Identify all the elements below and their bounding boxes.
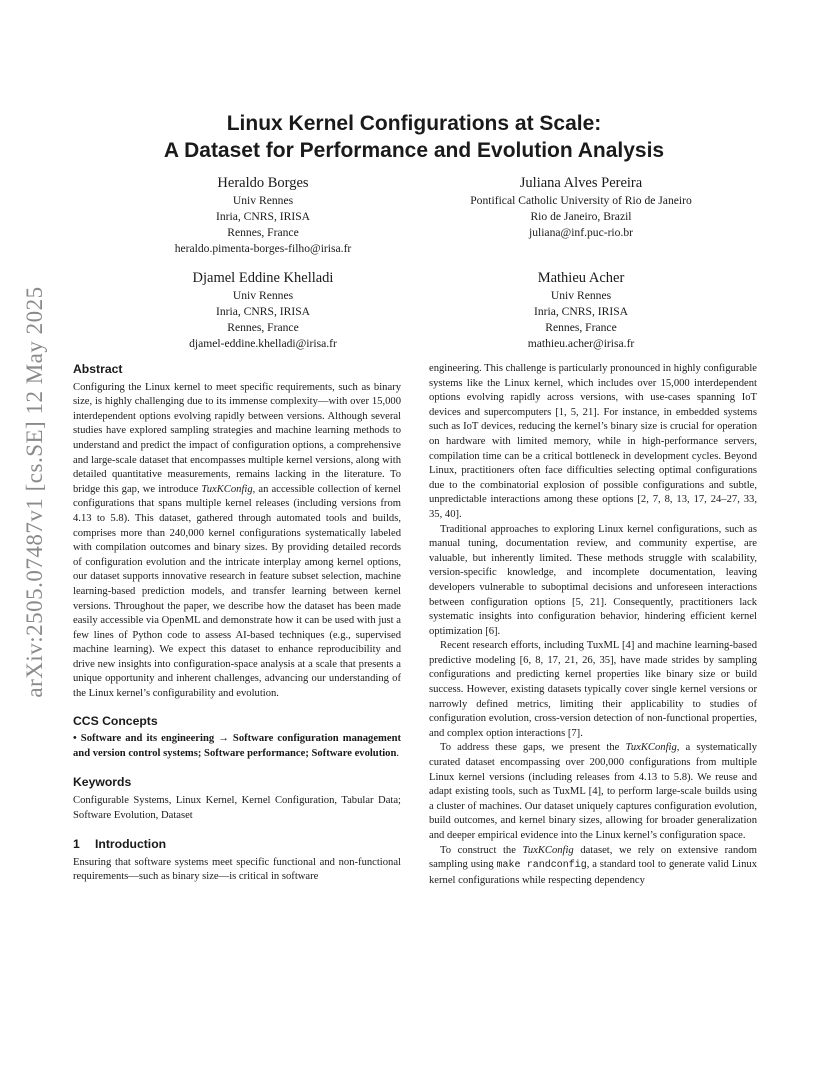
dataset-name: TuxKConfig: [625, 742, 677, 754]
abstract-text: Configuring the Linux kernel to meet specific requirements, such as binary size, is highly challenging due to its immense complexity—with over 15,000 interdependent options evolving rapidly between versions. Although several studies have explored sampling strategies and machine learning methods to understand and predict the impact of configuration options, a comprehensive and large-scale dataset that encompasses multiple kernel versions, along with detailed quantitative measurements, remains lacking in the literature. To bridge this gap, we introduce TuxKConfig, an accessible collection of kernel configurations that spans multiple kernel releases (including versions from 4.13 to 5.8). This dataset, gathered through automated tools and builds, comprises more than 240,000 kernel configurations systematically labeled with compilation outcomes and binary sizes. By providing detailed records of configuration evolution and the intricate interplay among kernel options, our dataset supports innovative research in feature subset selection, machine learning-based prediction models, and transfer learning between kernel versions. Throughout the paper, we describe how the dataset has been made easily accessible via OpenML and demonstrate how it can be used with just a few lines of Python code to assess AI-based techniques (e.g., supervised machine learning). We expect this dataset to enhance reproducibility and drive new insights into configuration-space analysis at a scale that presents a unique opportunity and inherent challenges, advancing our understanding of the Linux kernel’s configurability and evolution.: [73, 381, 401, 700]
keywords-text: Configurable Systems, Linux Kernel, Kernel Configuration, Tabular Data; Software Evolution, Dataset: [73, 795, 401, 821]
section-number: 1: [73, 837, 80, 852]
author-name: Djamel Eddine Khelladi: [192, 270, 334, 286]
author-email: heraldo.pimenta-borges-filho@irisa.fr: [174, 242, 352, 255]
intro-paragraph: Recent research efforts, including TuxML [4] and machine learning-based predictive modeling [6, 8, 17, 21, 26, 35], have made strides by sampling configurations and predicting kernel properties like binary size or build success. However, existing datasets typically cover single kernel versions or narrowly defined metrics, limiting their applicability to studies of configuration evolution, cross-version detection of non-functional properties, and complex option interactions [7].: [429, 640, 757, 739]
intro-paragraph: To construct the TuxKConfig dataset, we rely on extensive random sampling using make randconfig, a standard tool to generate valid Linux kernel configurations while respecting dependency: [429, 844, 758, 886]
left-column: [73, 362, 401, 885]
author-name: Heraldo Borges: [217, 175, 309, 191]
author-email: juliana@inf.puc-rio.br: [528, 226, 634, 239]
intro-heading: [73, 837, 401, 852]
dataset-name: TuxKConfig: [522, 844, 574, 856]
inline-code: make randconfig: [496, 860, 587, 872]
author-affiliation: Univ Rennes: [232, 289, 294, 302]
author-affiliation: Pontifical Catholic University of Rio de Janeiro: [470, 194, 692, 207]
author-email: mathieu.acher@irisa.fr: [527, 337, 635, 350]
author-block-4: [416, 268, 746, 352]
arxiv-sidebar: [9, 286, 61, 698]
author-affiliation: Inria, CNRS, IRISA: [215, 210, 311, 223]
intro-paragraph: engineering. This challenge is particularly pronounced in highly configurable systems like the Linux kernel, which includes over 15,000 interdependent options evolving rapidly across versions, with use-cases spanning IoT devices and supercomputers [1, 5, 21]. For instance, in embedded systems such as IoT devices, reducing the kernel’s binary size is crucial for operation on hardware with limited memory, while in high-performance servers, compilation time can be a critical bottleneck in development cycles. Beyond Linux, practitioners often face difficulties selecting optimal configurations due to the combinatorial explosion of possible configurations and subtle, unpredictable interactions among these options [2, 7, 8, 13, 17, 24–27, 33, 35, 40].: [429, 363, 757, 520]
author-affiliation: Rio de Janeiro, Brazil: [530, 210, 632, 223]
author-email: djamel-eddine.khelladi@irisa.fr: [189, 337, 337, 350]
author-affiliation: Rennes, France: [545, 321, 617, 334]
intro-paragraph: Traditional approaches to exploring Linux kernel configurations, such as manual tuning, documentation review, and community expertise, are valuable, but inherently limited. These methods struggle with scalability, version-specific knowledge, and incomplete documentation, leaving developers vulnerable to suboptimal decisions and unforeseen interactions between configuration options [5, 21]. Consequently, practitioners lack systematic insights into configuration behavior, hindering efficient kernel optimization [6].: [429, 523, 757, 637]
section-title: Introduction: [95, 837, 167, 852]
author-affiliation: Rennes, France: [227, 226, 299, 239]
paper-title: [70, 110, 758, 164]
title-line-1: Linux Kernel Configurations at Scale:: [226, 112, 602, 135]
author-affiliation: Inria, CNRS, IRISA: [215, 305, 311, 318]
author-affiliation: Univ Rennes: [232, 194, 294, 207]
author-block-2: [416, 173, 746, 241]
author-name: Mathieu Acher: [537, 270, 625, 286]
ccs-text: • Software and its engineering → Software configuration management and version control systems; Software performance; Software evolution.: [73, 733, 401, 759]
author-block-3: [98, 268, 428, 352]
intro-paragraph: To address these gaps, we present the TuxKConfig, a systematically curated dataset encompassing over 200,000 configurations from multiple Linux kernel versions (including releases from 4.13 to 5.8). We reuse and adapt existing tools, such as TuxML [4], to perform large-scale builds using a cluster of machines. Our dataset uniquely captures configuration evolution, build outcomes, and kernel binary sizes, allowing for broader generalization and deeper empirical evidence into the Linux kernel’s configuration space.: [429, 742, 757, 841]
ccs-heading: CCS Concepts: [73, 713, 158, 728]
author-block-1: [98, 173, 428, 257]
author-affiliation: Inria, CNRS, IRISA: [533, 305, 629, 318]
intro-paragraph: Ensuring that software systems meet specific functional and non-functional requirements—such as binary size—is critical in software: [73, 856, 401, 883]
arxiv-identifier: arXiv:2505.07487v1 [cs.SE] 12 May 2025: [22, 286, 47, 698]
dataset-name: TuxKConfig: [201, 483, 253, 495]
keywords-heading: Keywords: [73, 775, 132, 790]
author-name: Juliana Alves Pereira: [519, 175, 643, 191]
title-line-2: A Dataset for Performance and Evolution Analysis: [163, 139, 665, 162]
abstract-heading: Abstract: [73, 362, 123, 376]
author-affiliation: Univ Rennes: [550, 289, 612, 302]
author-affiliation: Rennes, France: [227, 321, 299, 334]
right-column: [429, 362, 757, 888]
